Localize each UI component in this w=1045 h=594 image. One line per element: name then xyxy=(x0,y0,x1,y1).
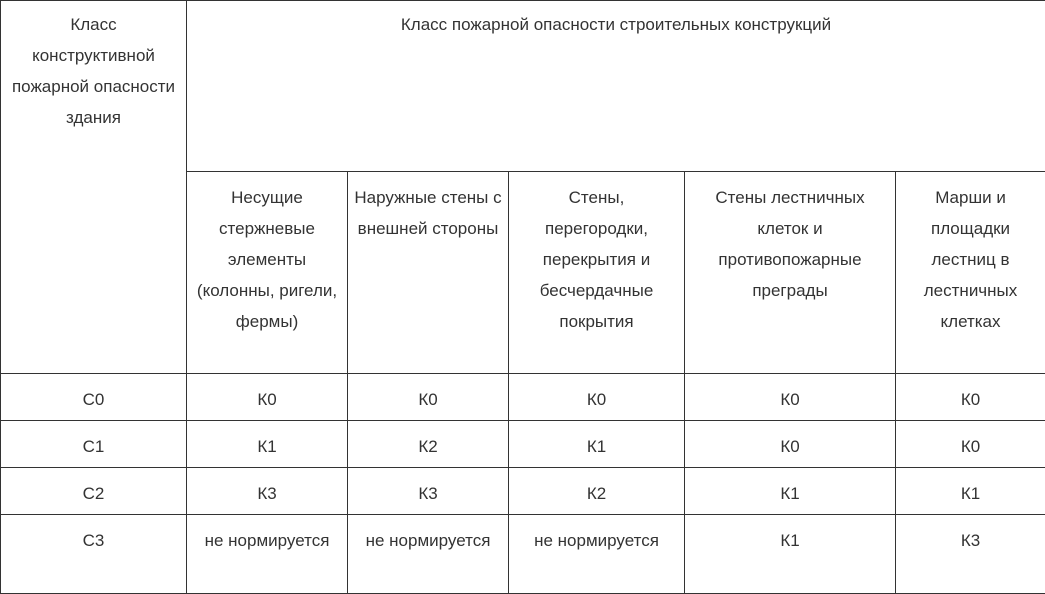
table-cell: К1 xyxy=(509,421,685,468)
table-header-row-1 xyxy=(1,1,1045,172)
table-cell: К0 xyxy=(685,421,896,468)
column-header-load-bearing xyxy=(187,172,348,374)
row-class-cell: С2 xyxy=(1,468,187,515)
table-cell: К0 xyxy=(896,421,1045,468)
table-cell: К2 xyxy=(509,468,685,515)
column-header-text: Стены, перегородки, перекрытия и бесчердачные покрытия xyxy=(540,188,654,331)
table-cell: не нормируется xyxy=(509,515,685,594)
row-class-cell: С0 xyxy=(1,374,187,421)
group-header-cell xyxy=(187,1,1045,172)
table-row xyxy=(1,374,1045,421)
table-cell: К0 xyxy=(348,374,509,421)
table-cell: К3 xyxy=(187,468,348,515)
table-row xyxy=(1,468,1045,515)
table-cell: не нормируется xyxy=(187,515,348,594)
corner-header-cell xyxy=(1,1,187,374)
table-cell: К3 xyxy=(348,468,509,515)
table-cell: К0 xyxy=(685,374,896,421)
table-cell: К2 xyxy=(348,421,509,468)
table-cell: не нормируется xyxy=(348,515,509,594)
column-header-text: Марши и площадки лестниц в лестничных клетках xyxy=(924,188,1018,331)
table-cell: К0 xyxy=(509,374,685,421)
row-class-cell: С1 xyxy=(1,421,187,468)
group-header-text: Класс пожарной опасности строительных конструкций xyxy=(401,15,831,34)
table-row xyxy=(1,515,1045,594)
column-header-text: Стены лестничных клеток и противопожарные преграды xyxy=(715,188,864,300)
table-cell: К1 xyxy=(896,468,1045,515)
table-cell: К1 xyxy=(685,468,896,515)
column-header-stair-flights xyxy=(896,172,1045,374)
table-cell: К0 xyxy=(896,374,1045,421)
table-row xyxy=(1,421,1045,468)
column-header-text: Наружные стены с внешней стороны xyxy=(354,188,501,238)
column-header-external-walls xyxy=(348,172,509,374)
row-class-cell: С3 xyxy=(1,515,187,594)
column-header-walls-partitions xyxy=(509,172,685,374)
corner-header-text: Класс конструктивной пожарной опасности здания xyxy=(12,15,175,127)
table-cell: К1 xyxy=(187,421,348,468)
table-cell: К1 xyxy=(685,515,896,594)
table-cell: К0 xyxy=(187,374,348,421)
table-cell: К3 xyxy=(896,515,1045,594)
column-header-text: Несущие стержневые элементы (колонны, ригели, фермы) xyxy=(197,188,337,331)
column-header-stairwell-walls xyxy=(685,172,896,374)
